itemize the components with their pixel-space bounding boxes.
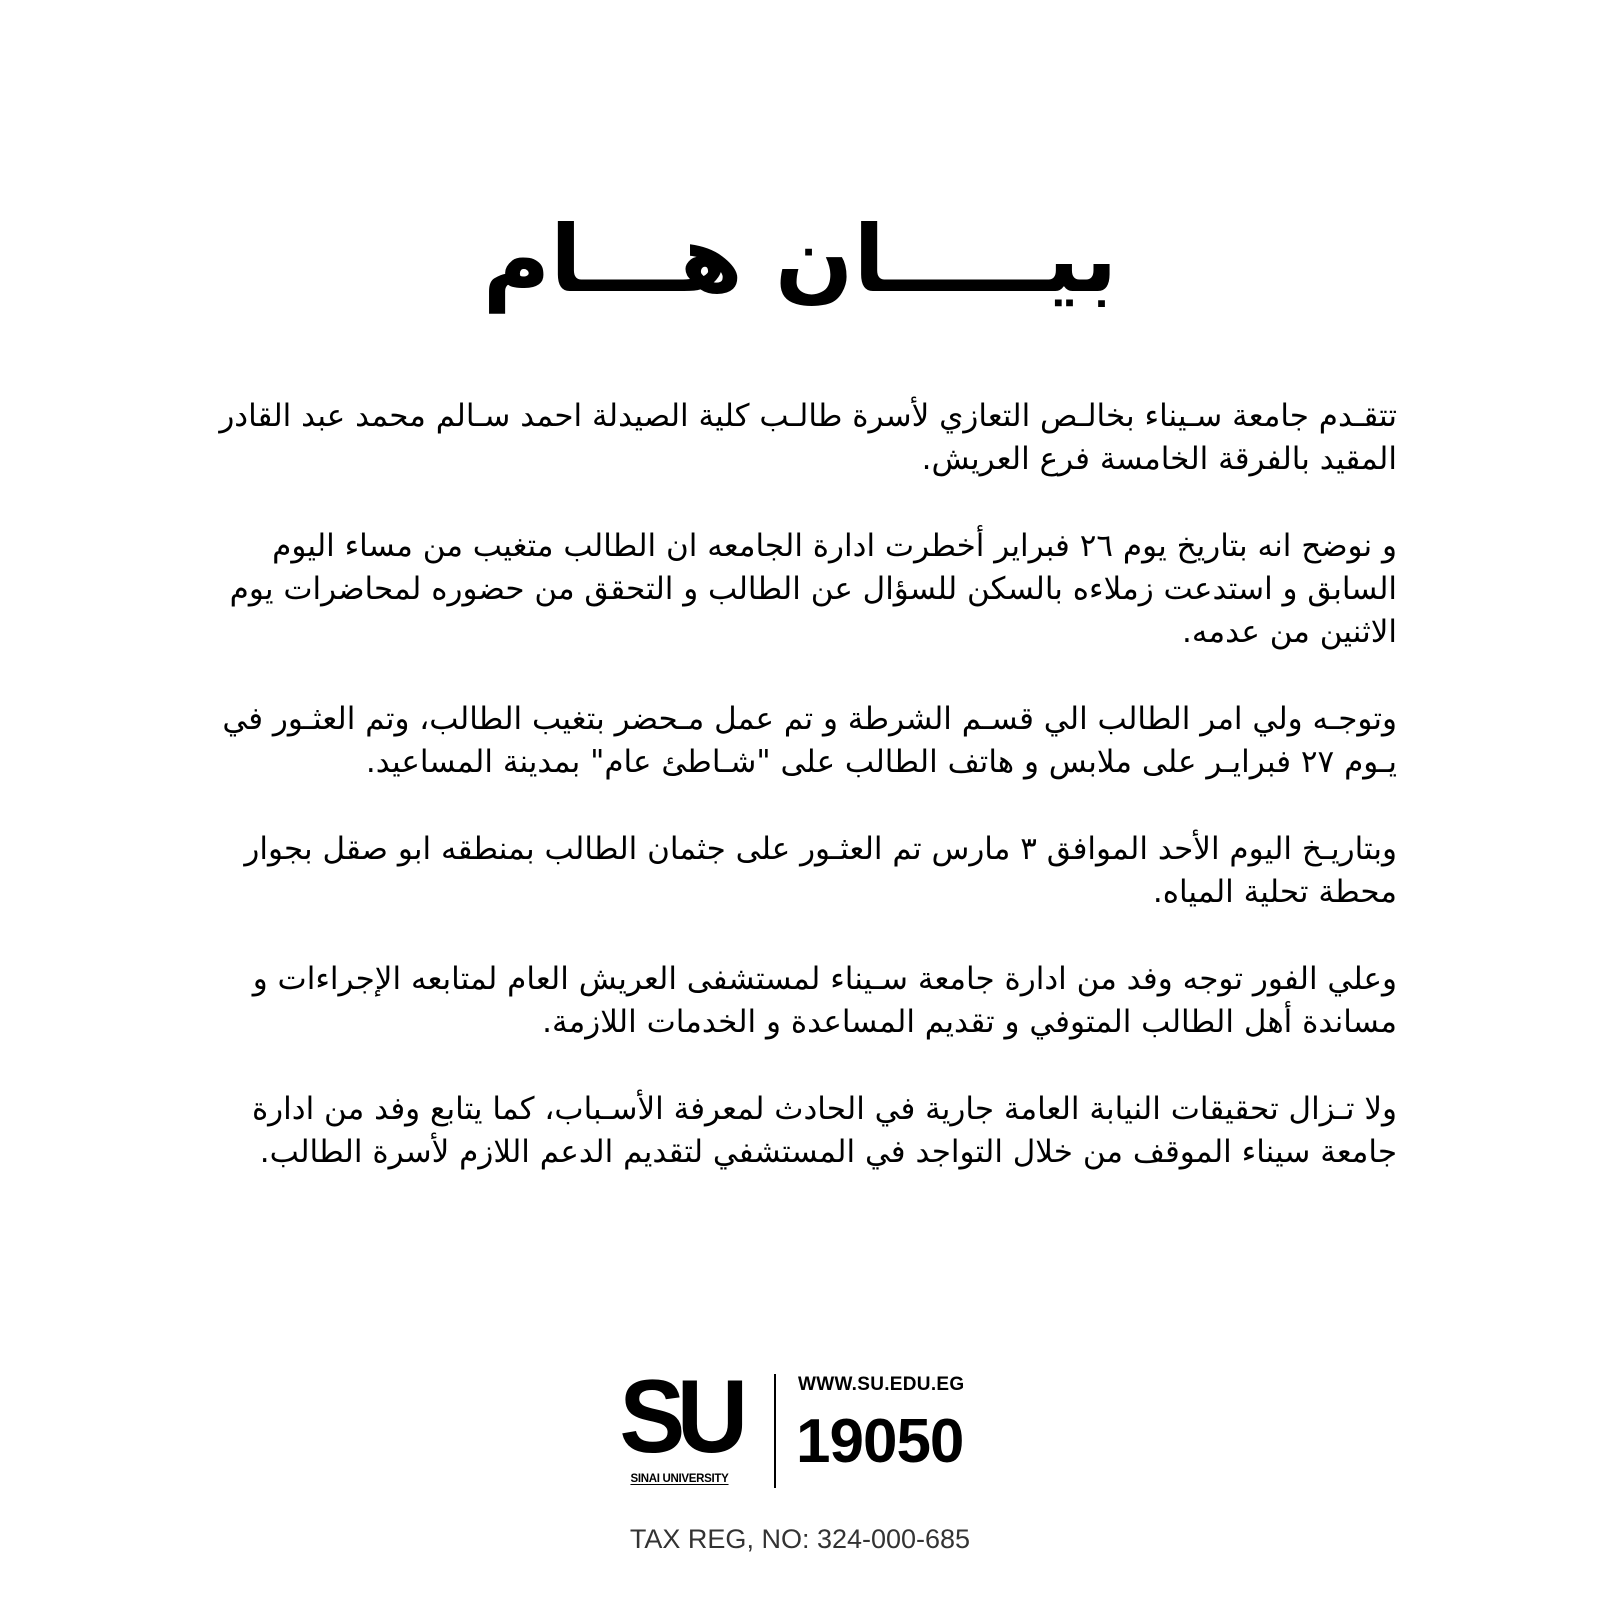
paragraph-condolences: تتقـدم جامعة سـيناء بخالـص التعازي لأسرة طالـب كلية الصيدلة احمد سـالم محمد عبد القادر المقيد بالفرقة الخامسة فرع العريش.: [219, 398, 1397, 477]
statement-title: بيـــــان هـــام: [482, 206, 1118, 313]
statement-body: [207, 395, 1397, 1174]
tax-registration: TAX REG, NO: 324-000-685: [629, 1524, 971, 1554]
footer-branding: [0, 1359, 1600, 1492]
paragraph-university-delegation: وعلي الفور توجه وفد من ادارة جامعة سـيناء لمستشفى العريش العام لمتابعه الإجراءات و مساندة أهل الطالب المتوفي و تقديم المساعدة و الخدمات اللازمة.: [252, 961, 1397, 1040]
paragraph-absence-notice: و نوضح انه بتاريخ يوم ٢٦ فبراير أخطرت ادارة الجامعه ان الطالب متغيب من مساء اليوم السابق و استدعت زملاءه بالسكن للسؤال عن الطالب و التحقق من حضوره لمحاضرات يوم الاثنين من عدمه.: [229, 528, 1397, 650]
paragraph-police-report: وتوجـه ولي امر الطالب الي قسـم الشرطة و تم عمل مـحضر بتغيب الطالب، وتم العثـور في يـوم ٢٧ فبرايـر على ملابس و هاتف الطالب على "شـاطئ عام" بمدينة المساعيد.: [222, 701, 1397, 780]
paragraph-body-found: وبتاريـخ اليوم الأحد الموافق ٣ مارس تم العثـور على جثمان الطالب بمنطقه ابو صقل بجوار محطة تحلية المياه.: [244, 831, 1397, 910]
hotline-number: 19050: [796, 1407, 964, 1476]
logo-subtitle: SINAI UNIVERSITY: [630, 1473, 729, 1485]
footer-divider: [774, 1374, 776, 1488]
logo-mark: SU: [619, 1359, 740, 1475]
paragraph-investigation: ولا تـزال تحقيقات النيابة العامة جارية في الحادث لمعرفة الأسـباب، كما يتابع وفد من ادارة جامعة سيناء الموقف من خلال التواجد في المستشفي لتقديم الدعم اللازم لأسرة الطالب.: [251, 1091, 1397, 1170]
sinai-university-logo: [607, 1359, 752, 1490]
website-url: WWW.SU.EDU.EG: [798, 1374, 965, 1395]
